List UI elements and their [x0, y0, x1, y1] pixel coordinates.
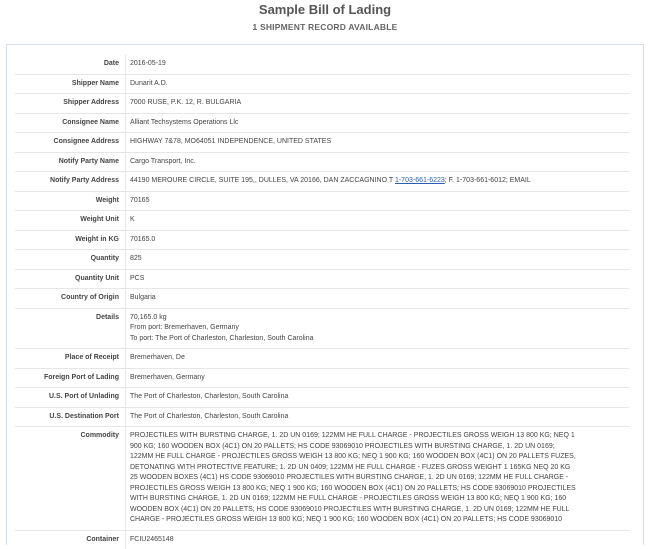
page-header [0, 0, 650, 33]
weight-unit-value: K [126, 211, 630, 231]
address-text: 44190 MEROURE CIRCLE, SUITE 195,, DULLES, VA 20166, DAN ZACCAGNINO T [130, 177, 393, 184]
table-row [15, 388, 629, 408]
commodity-line: 25 WOODEN BOXES (4C1) HS CODE 93069010 PROJECTILES WITH BURSTING CHARGE, 1. 2D UN 0169; 122MM HE FULL CHARGE - [130, 474, 569, 481]
table-row [15, 289, 629, 309]
commodity-line: WITH BURSTING CHARGE, 1. 2D UN 0169; 122MM HE FULL CHARGE - PROJECTILES GROSS WEIGH 13 800 KG; NEQ 1 900 KG; 160 [130, 495, 567, 502]
table-row [15, 211, 629, 231]
field-label: Place of Receipt [15, 349, 126, 369]
notify-party-address-value [126, 172, 630, 192]
table-row [15, 368, 629, 388]
us-port-unlading-value: The Port of Charleston, Charleston, South Carolina [126, 388, 630, 408]
us-destination-port-value: The Port of Charleston, Charleston, South Carolina [126, 407, 630, 427]
field-label: Details [15, 308, 126, 349]
field-label: Weight in KG [15, 230, 126, 250]
field-label: Weight Unit [15, 211, 126, 231]
commodity-line: PROJECTILES WITH BURSTING CHARGE, 1. 2D UN 0169; 122MM HE FULL CHARGE - PROJECTILES GROSS WEIGH 13 800 KG; NEQ 1 [130, 432, 575, 439]
commodity-line: DETONATING WITH PROTECTIVE FEATURE; 1. 2D UN 0409; 122MM HE FULL CHARGE - FUZES GROSS WEIGHT 1 165KG NEQ 20 KG [130, 463, 571, 471]
field-label: Commodity [15, 427, 126, 531]
table-row [15, 55, 629, 74]
record-card [6, 44, 644, 545]
commodity-value [126, 427, 630, 531]
field-label: Container [15, 530, 126, 549]
table-row [15, 427, 629, 531]
field-label: U.S. Destination Port [15, 407, 126, 427]
details-to-port: To port: The Port of Charleston, Charleston, South Carolina [130, 334, 314, 342]
field-label: Weight [15, 191, 126, 211]
table-row [15, 94, 629, 114]
field-label: Consignee Address [15, 133, 126, 153]
place-of-receipt-value: Bremerhaven, De [126, 349, 630, 369]
table-row [15, 152, 629, 172]
quantity-value: 825 [126, 250, 630, 270]
field-label: Quantity Unit [15, 269, 126, 289]
page-title: Sample Bill of Lading [258, 2, 392, 17]
details-value [126, 308, 630, 349]
notify-party-name-value: Cargo Transport, Inc. [126, 152, 630, 172]
quantity-unit-value: PCS [126, 269, 630, 289]
field-label: Foreign Port of Lading [15, 368, 126, 388]
weight-value: 70165 [126, 191, 630, 211]
commodity-line: CHARGE - PROJECTILES GROSS WEIGH 13 800 KG; NEQ 1 900 KG; 160 WOODEN BOX (4C1) ON 20 PALLETS; HS CODE 93069010 [130, 516, 563, 523]
field-label: Date [15, 55, 126, 74]
field-label: Quantity [15, 250, 126, 270]
table-row [15, 308, 629, 349]
field-label: Consignee Name [15, 113, 126, 133]
commodity-line: 900 KG; 160 WOODEN BOX (4C1) ON 20 PALLETS; HS CODE 93069010 PROJECTILES WITH BURSTING CHARGE, 1. 2D UN 0169; [130, 442, 555, 450]
table-row [15, 269, 629, 289]
record-table [15, 55, 629, 549]
commodity-line: PROJECTILES GROSS WEIGH 13 800 KG; NEQ 1 900 KG; 160 WOODEN BOX (4C1) ON 20 PALLETS; HS CODE 93069010 PROJECTILES [130, 484, 576, 492]
commodity-line: 122MM HE FULL CHARGE - PROJECTILES GROSS WEIGH 13 800 KG; NEQ 1 900 KG; 160 WOODEN BOX (4C1) ON 20 PALLETS FUZES, [130, 453, 576, 460]
table-row [15, 250, 629, 270]
table-row [15, 74, 629, 94]
details-weight: 70,165.0 kg [130, 313, 167, 321]
container-value: FCIU2465148 [126, 530, 630, 549]
field-label: U.S. Port of Unlading [15, 388, 126, 408]
phone-link[interactable]: 1-703-661-6223 [394, 177, 445, 184]
table-row [15, 133, 629, 153]
table-row [15, 113, 629, 133]
table-row [15, 349, 629, 369]
field-label: Notify Party Address [15, 172, 126, 192]
commodity-line: WOODEN BOX (4C1) ON 20 PALLETS; HS CODE 93069010 PROJECTILES WITH BURSTING CHARGE, 1. 2D UN 0169; 122MM HE FULL [130, 505, 570, 513]
table-row [15, 172, 629, 192]
record-count: 1 SHIPMENT RECORD AVAILABLE [252, 22, 398, 32]
field-label: Notify Party Name [15, 152, 126, 172]
address-text-after: ; F. 1-703-661-6012; EMAIL [444, 177, 531, 184]
table-row [15, 230, 629, 250]
field-label: Shipper Name [15, 74, 126, 94]
field-label: Country of Origin [15, 289, 126, 309]
shipper-address-value: 7000 RUSE, P.K. 12, R. BULGARIA [126, 94, 630, 114]
table-row [15, 191, 629, 211]
table-row [15, 530, 629, 549]
details-from-port: From port: Bremerhaven, Germany [130, 324, 239, 331]
weight-kg-value: 70165.0 [126, 230, 630, 250]
country-of-origin-value: Bulgaria [126, 289, 630, 309]
consignee-address-value: HIGHWAY 7&78, MO64051 INDEPENDENCE, UNITED STATES [126, 133, 630, 153]
date-value: 2016-05-19 [130, 60, 166, 67]
shipper-name-value: Dunarit A.D. [126, 74, 630, 94]
field-label: Shipper Address [15, 94, 126, 114]
consignee-name-value: Alliant Techsystems Operations Llc [126, 113, 630, 133]
table-row [15, 407, 629, 427]
foreign-port-value: Bremerhaven, Germany [126, 368, 630, 388]
